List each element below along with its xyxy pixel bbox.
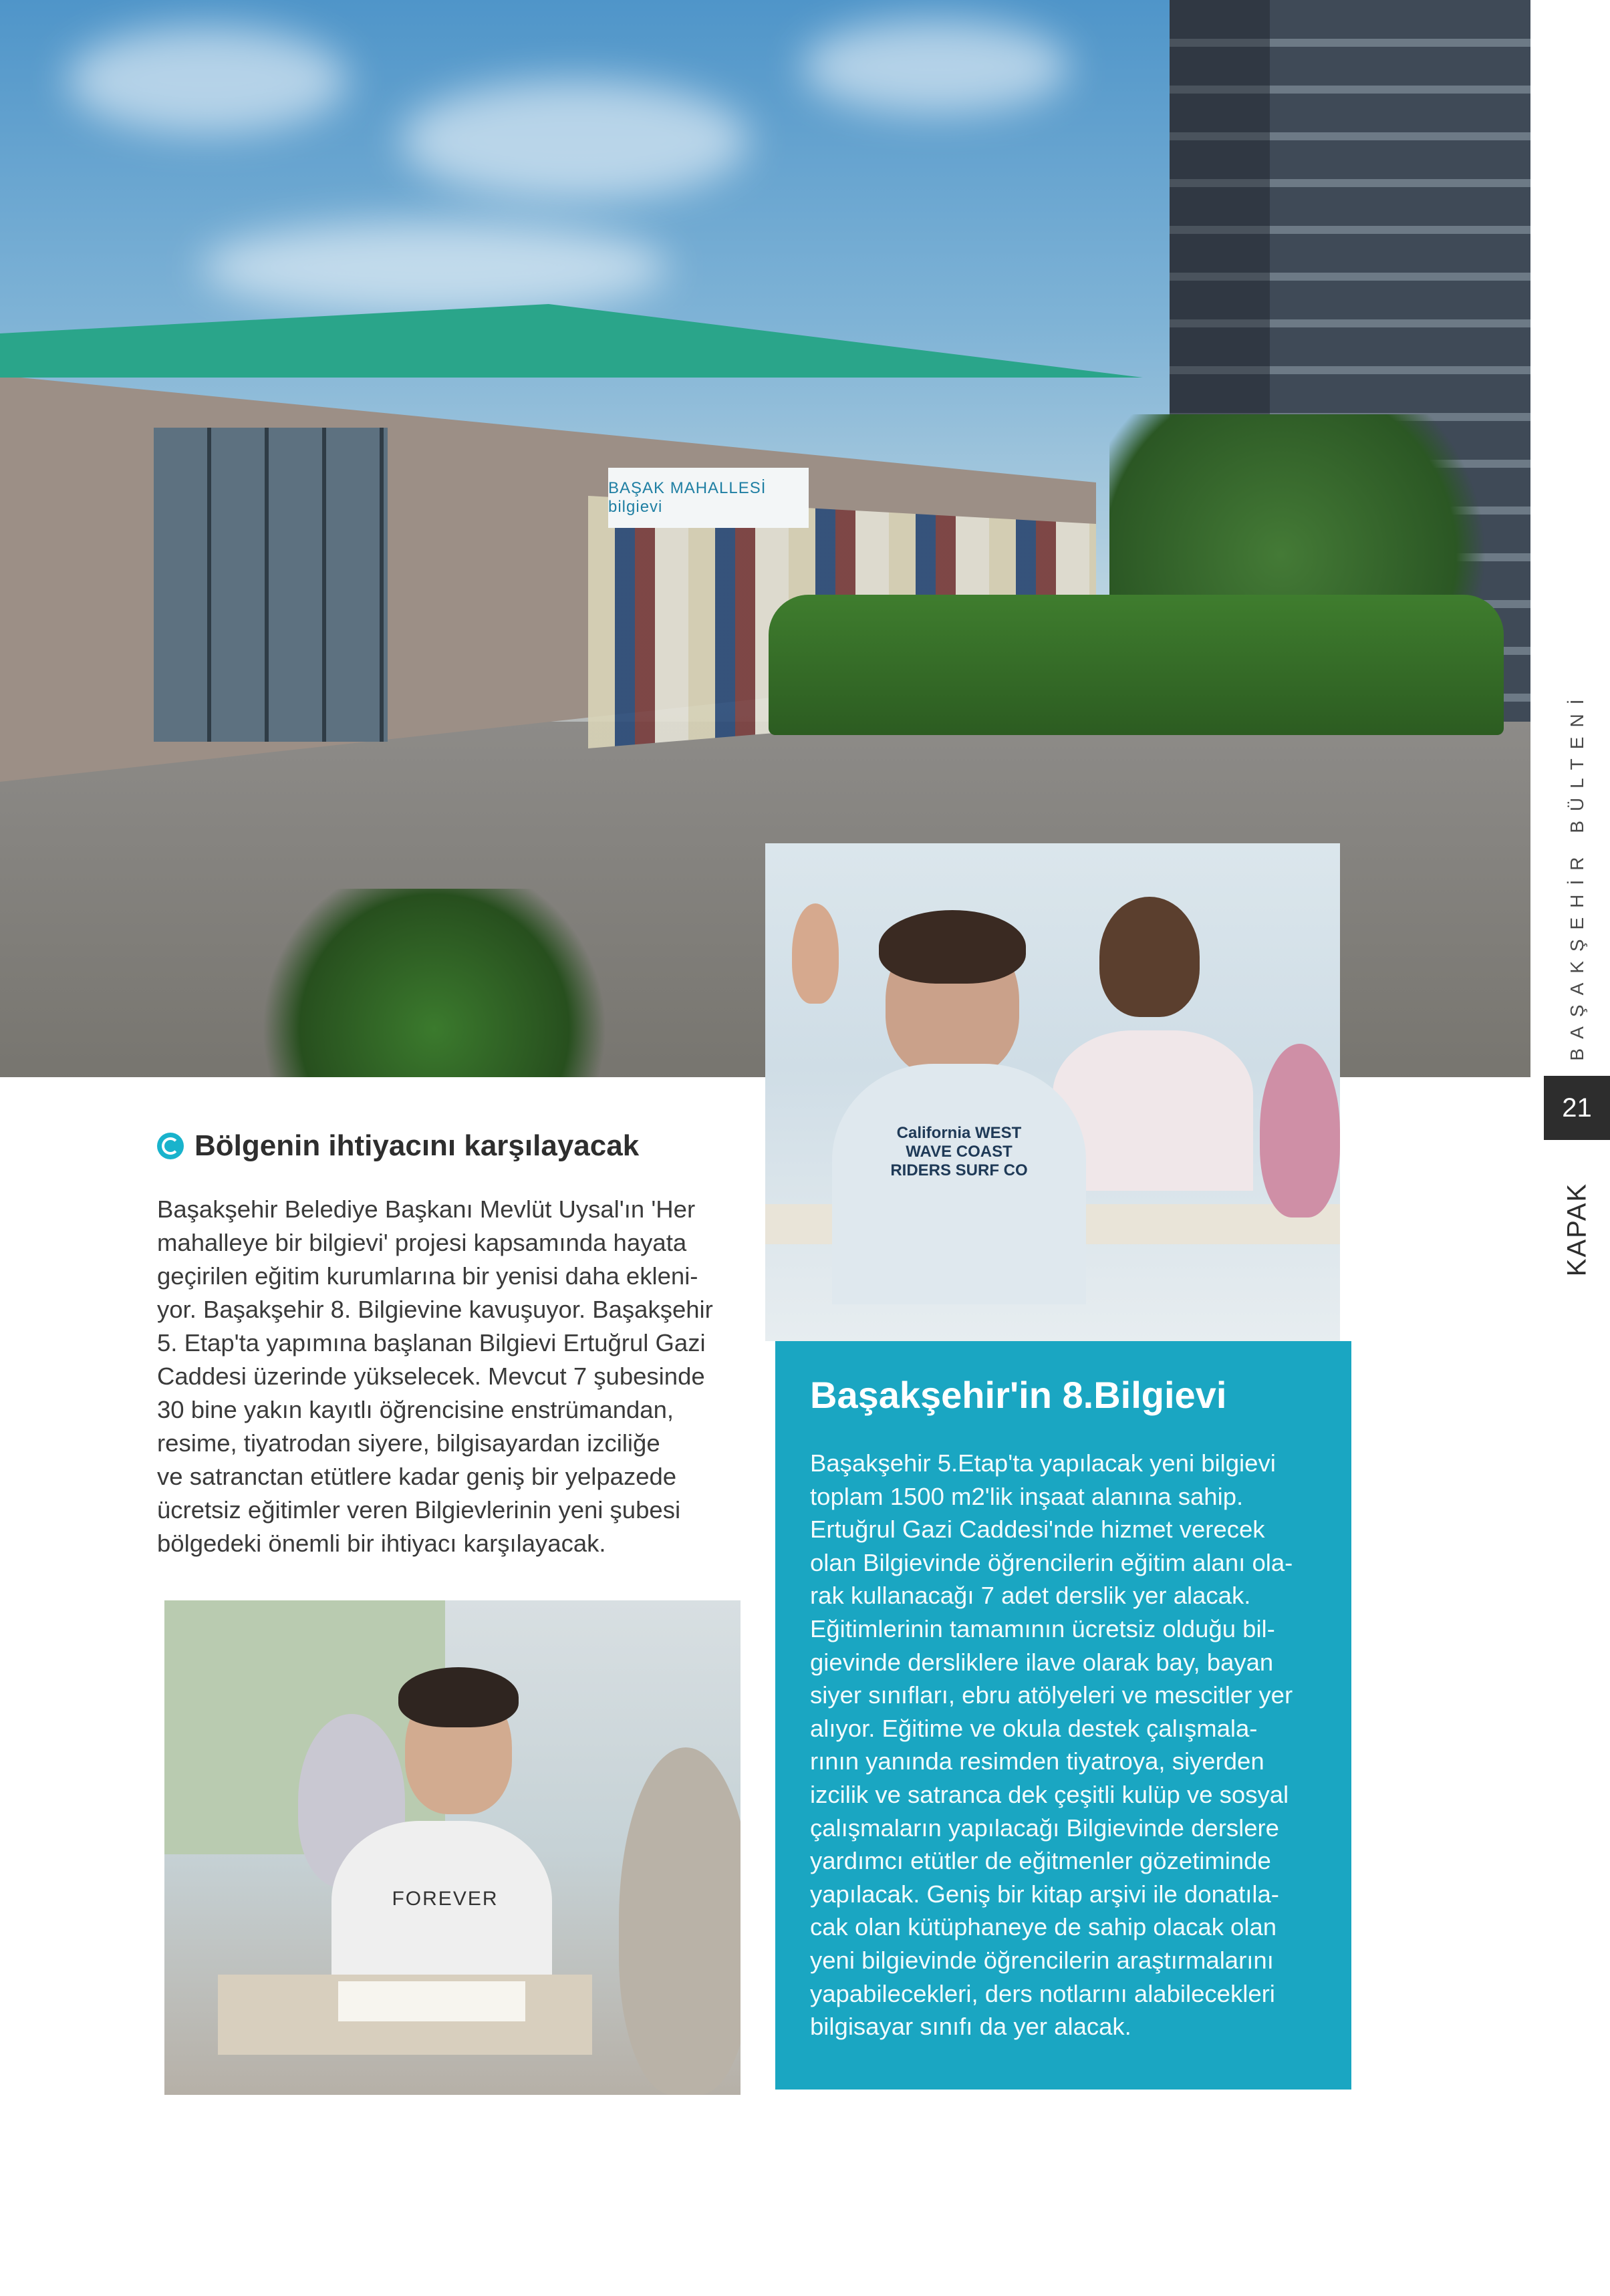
body-line: bölgedeki önemli bir ihtiyacı karşılayacak. xyxy=(157,1530,606,1557)
bullet-icon xyxy=(157,1133,184,1159)
shirt-print: FOREVER xyxy=(392,1888,499,1910)
classroom-photo-boy xyxy=(765,843,1340,1341)
bulletin-name: BAŞAKŞEHİR BÜLTENİ xyxy=(1567,690,1587,1061)
body-text xyxy=(157,1193,745,1560)
info-line: toplam 1500 m2'lik inşaat alanına sahip. xyxy=(810,1482,1244,1510)
info-line: yardımcı etütler de eğitmenler gözetiminde xyxy=(810,1847,1271,1875)
page-number: 21 xyxy=(1544,1076,1610,1140)
sub-heading-text: Bölgenin ihtiyacını karşılayacak xyxy=(194,1129,640,1162)
info-line: bilgisayar sınıfı da yer alacak. xyxy=(810,2013,1131,2041)
info-line: Ertuğrul Gazi Caddesi'nde hizmet verecek xyxy=(810,1516,1265,1544)
info-line: izcilik ve satranca dek çeşitli kulüp ve sosyal xyxy=(810,1780,1289,1808)
section-label: KAPAK xyxy=(1562,1182,1592,1277)
body-line: ve satranctan etütlere kadar geniş bir yelpazede xyxy=(157,1463,677,1490)
entrance-windows xyxy=(154,428,388,742)
info-line: çalışmaların yapılacağı Bilgievinde derslere xyxy=(810,1814,1279,1842)
body-line: ücretsiz eğitimler veren Bilgievlerinin yeni şubesi xyxy=(157,1496,681,1524)
body-line: mahalleye bir bilgievi' projesi kapsamında hayata xyxy=(157,1229,687,1256)
building-roof xyxy=(0,304,1143,378)
info-line: Eğitimlerinin tamamının ücretsiz olduğu bil- xyxy=(810,1614,1275,1642)
sub-heading xyxy=(157,1129,745,1163)
foreground-bush xyxy=(234,889,635,1077)
info-line: Başakşehir 5.Etap'ta yapılacak yeni bilgievi xyxy=(810,1449,1276,1477)
body-line: yor. Başakşehir 8. Bilgievine kavuşuyor. Başakşehir xyxy=(157,1296,713,1323)
info-line: rak kullanacağı 7 adet derslik yer alacak. xyxy=(810,1582,1251,1610)
info-line: siyer sınıfları, ebru atölyeleri ve mescitler yer xyxy=(810,1681,1293,1709)
info-line: cak olan kütüphaneye de sahip olacak olan xyxy=(810,1913,1277,1941)
info-line: alıyor. Eğitime ve okula destek çalışmala- xyxy=(810,1714,1258,1742)
body-line: resime, tiyatrodan siyere, bilgisayardan izciliğe xyxy=(157,1429,660,1457)
body-line: geçirilen eğitim kurumlarına bir yenisi daha ekleni- xyxy=(157,1262,698,1290)
shirt-print: California WEST WAVE COAST RIDERS SURF CO xyxy=(890,1124,1028,1179)
body-line: 30 bine yakın kayıtlı öğrencisine enstrümandan, xyxy=(157,1396,674,1423)
info-box-title: Başakşehir'in 8.Bilgievi xyxy=(810,1374,1227,1416)
body-line: Caddesi üzerinde yükselecek. Mevcut 7 şubesinde xyxy=(157,1362,705,1390)
body-line: Başakşehir Belediye Başkanı Mevlüt Uysal'ın 'Her xyxy=(157,1195,696,1223)
info-line: rının yanında resimden tiyatroya, siyerden xyxy=(810,1747,1264,1775)
info-line: yeni bilgievinde öğrencilerin araştırmalarını xyxy=(810,1946,1274,1974)
building-sign: BAŞAK MAHALLESİ bilgievi xyxy=(608,468,809,528)
body-line: 5. Etap'ta yapımına başlanan Bilgievi Ertuğrul Gazi xyxy=(157,1329,706,1356)
info-box-text xyxy=(810,1447,1338,2043)
info-line: yapabilecekleri, ders notlarını alabilecekleri xyxy=(810,1979,1275,2007)
info-line: yapılacak. Geniş bir kitap arşivi ile donatıla- xyxy=(810,1880,1279,1908)
info-line: gievinde dersliklere ilave olarak bay, bayan xyxy=(810,1648,1274,1676)
classroom-photo-girl xyxy=(164,1600,741,2095)
info-line: olan Bilgievinde öğrencilerin eğitim alanı ola- xyxy=(810,1548,1293,1576)
hedge xyxy=(769,595,1504,735)
